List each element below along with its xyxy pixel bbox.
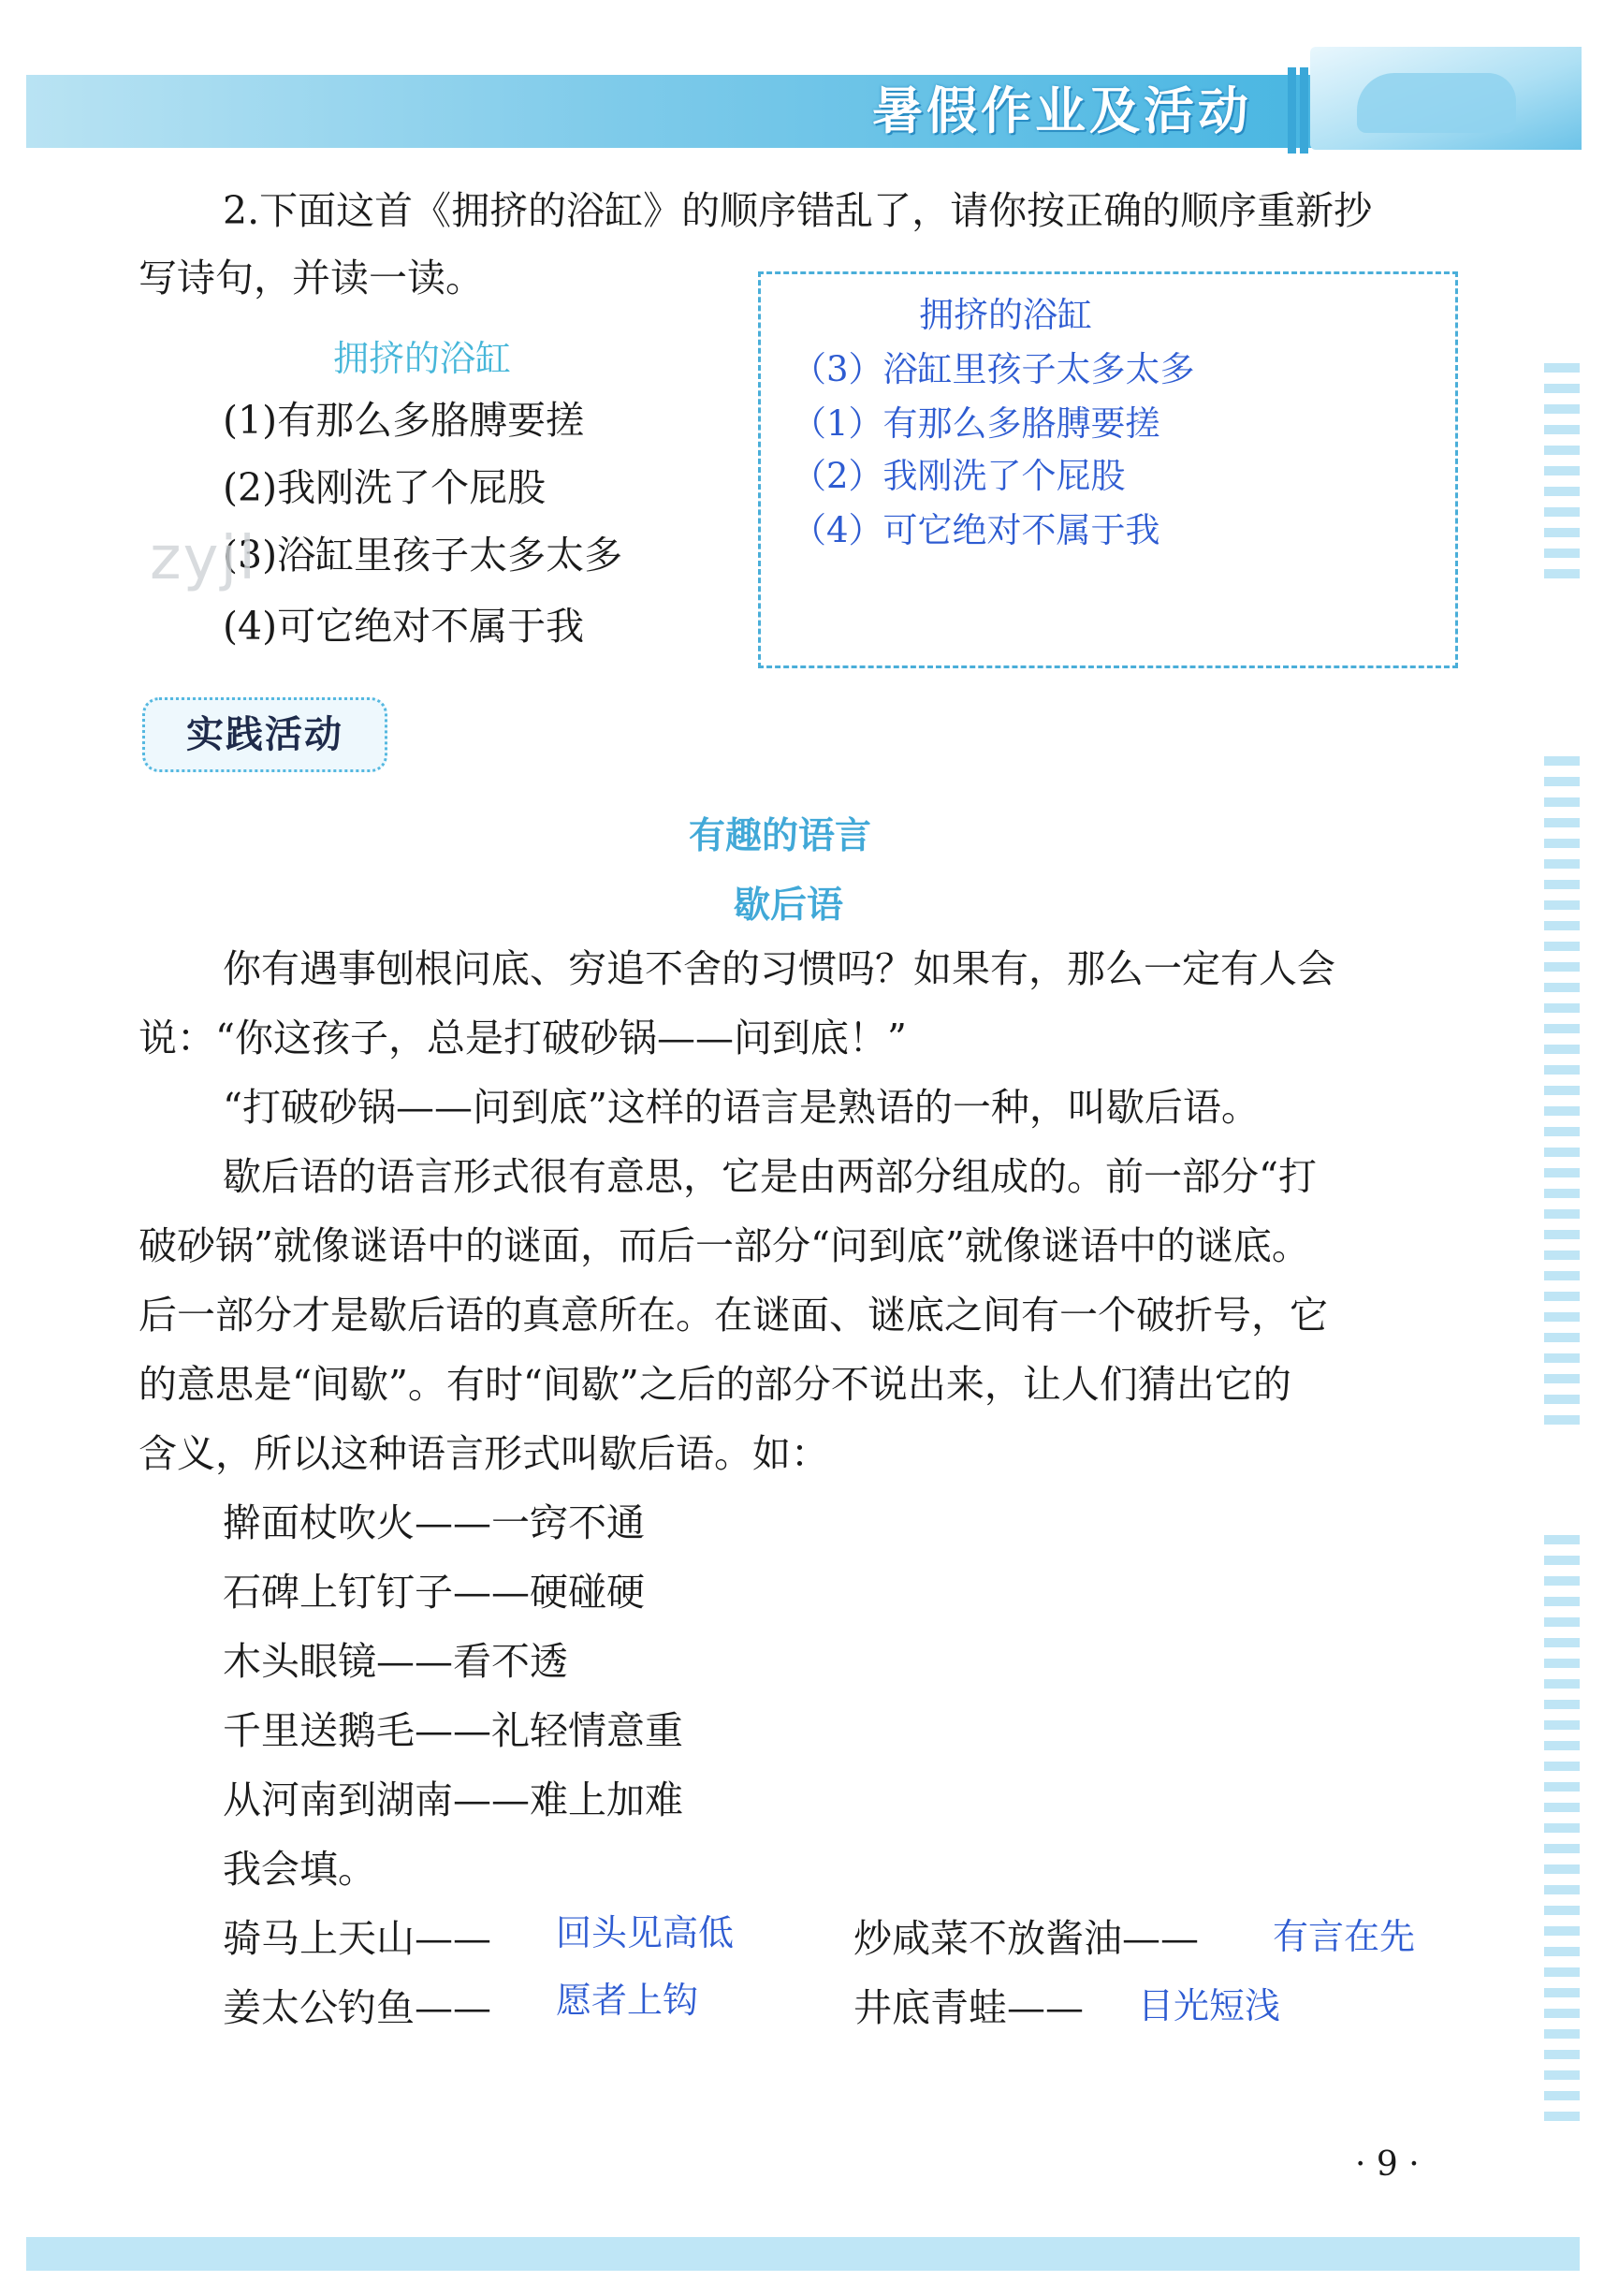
poem-line: (4)可它绝对不属于我: [223, 604, 585, 649]
page-number: · 9 ·: [1355, 2145, 1420, 2184]
answer-line: （2）我刚洗了个屁股: [792, 456, 1126, 496]
example-item: 千里送鹅毛——礼轻情意重: [223, 1708, 683, 1753]
fill-prompt: 骑马上天山——: [223, 1916, 491, 1961]
paragraph-line: 后一部分才是歇后语的真意所在。在谜面、谜底之间有一个破折号，它: [139, 1293, 1328, 1338]
paragraph-line: 的意思是“间歇”。有时“间歇”之后的部分不说出来，让人们猜出它的: [139, 1362, 1291, 1407]
fill-answer: 目光短浅: [1138, 1985, 1281, 2026]
activity-title: 有趣的语言: [689, 815, 872, 857]
header-title: 暑假作业及活动: [872, 81, 1252, 140]
example-item: 从河南到湖南——难上加难: [223, 1777, 683, 1822]
poem-title: 拥挤的浴缸: [333, 338, 512, 379]
fill-answer: 回头见高低: [556, 1912, 735, 1953]
watermark: zyjl: [150, 524, 258, 593]
poem-line: (1)有那么多胳膊要搓: [223, 398, 585, 443]
header-stripe: [1288, 67, 1296, 154]
example-item: 擀面杖吹火——一窍不通: [223, 1500, 645, 1545]
header-illustration-shape: [1357, 73, 1516, 133]
question-2-line-2: 写诗句，并读一读。: [139, 256, 484, 300]
fill-answer: 愿者上钩: [556, 1980, 699, 2021]
bottom-band: [26, 2237, 1580, 2271]
question-2-line-1: 2.下面这首《拥挤的浴缸》的顺序错乱了，请你按正确的顺序重新抄: [223, 188, 1373, 233]
fill-intro: 我会填。: [223, 1847, 376, 1892]
example-item: 石碑上钉钉子——硬碰硬: [223, 1570, 645, 1615]
fill-answer: 有言在先: [1273, 1916, 1416, 1957]
answer-line: （1）有那么多胳膊要搓: [792, 403, 1160, 444]
paragraph-line: 含义，所以这种语言形式叫歇后语。如：: [139, 1431, 829, 1476]
answer-line: （4）可它绝对不属于我: [792, 510, 1160, 550]
poem-line: (2)我刚洗了个屁股: [223, 465, 547, 510]
fill-prompt: 姜太公钓鱼——: [223, 1985, 491, 2030]
fill-prompt: 炒咸菜不放酱油——: [853, 1916, 1199, 1961]
paragraph-line: 歇后语的语言形式很有意思，它是由两部分组成的。前一部分“打: [223, 1154, 1317, 1199]
header-stripe: [1300, 67, 1308, 154]
activity-badge-label: 实践活动: [186, 713, 343, 756]
paragraph-line: 破砂锅”就像谜语中的谜面，而后一部分“问到底”就像谜语中的谜底。: [139, 1223, 1310, 1268]
paragraph-line: 你有遇事刨根问底、穷追不舍的习惯吗？如果有，那么一定有人会: [223, 946, 1335, 991]
activity-subtitle: 歇后语: [734, 885, 844, 927]
poem-line: (3)浴缸里孩子太多太多: [223, 533, 623, 578]
paragraph-line: 说：“你这孩子，总是打破砂锅——问到底！”: [139, 1016, 907, 1060]
answer-box-title: 拥挤的浴缸: [919, 295, 1092, 335]
answer-line: （3）浴缸里孩子太多太多: [792, 349, 1195, 389]
fill-prompt: 井底青蛙——: [853, 1985, 1084, 2030]
example-item: 木头眼镜——看不透: [223, 1639, 568, 1684]
paragraph-line: “打破砂锅——问到底”这样的语言是熟语的一种，叫歇后语。: [223, 1085, 1260, 1130]
